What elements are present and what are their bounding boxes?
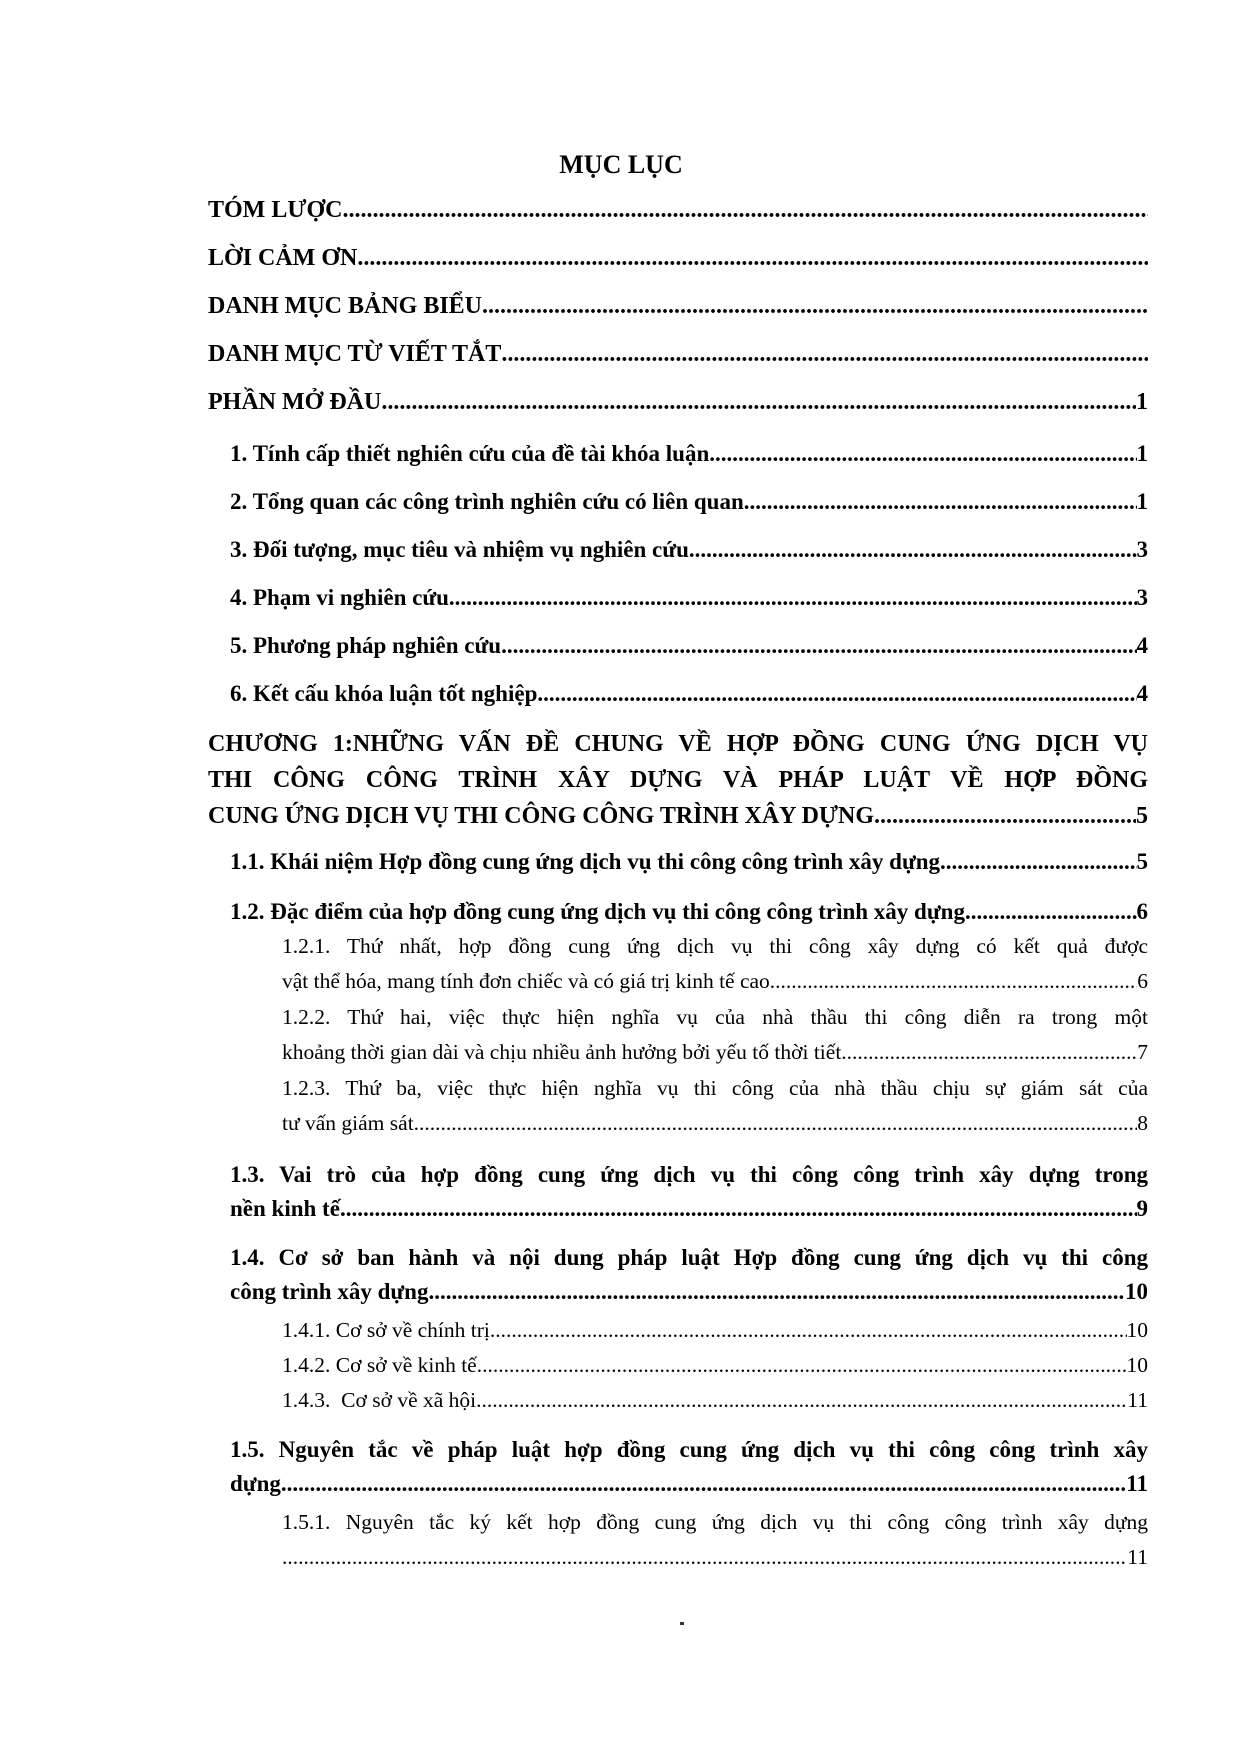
toc-page-number: 10 xyxy=(1126,1353,1148,1377)
toc-entry-1-2-2 xyxy=(282,1000,1148,1070)
dot-leader xyxy=(428,1275,1125,1309)
toc-entry-title-line: 1.4. Cơ sở ban hành và nội dung pháp luật Hợp đồng cung ứng dịch vụ thi công xyxy=(230,1245,1148,1270)
toc-entry-list-of-tables xyxy=(208,288,1148,324)
toc-page-number: 11 xyxy=(1127,1388,1148,1412)
toc-entry-title-line: CUNG ỨNG DỊCH VỤ THI CÔNG CÔNG TRÌNH XÂY DỰNG xyxy=(208,803,875,829)
dot-leader xyxy=(357,240,1148,276)
toc-entry-1-1 xyxy=(230,845,1148,879)
toc-page-number: 10 xyxy=(1125,1279,1148,1304)
toc-entry-abbreviations xyxy=(208,336,1148,372)
toc-entry-intro-5 xyxy=(230,628,1148,664)
dot-leader xyxy=(381,384,1136,420)
toc-entry-intro-3 xyxy=(230,532,1148,568)
toc-entry-title-line: 1.2.2. Thứ hai, việc thực hiện nghĩa vụ của nhà thầu thi công diễn ra trong một xyxy=(282,1005,1148,1029)
dot-leader xyxy=(455,580,1137,616)
toc-entry-intro-2 xyxy=(230,484,1148,520)
page-footer-mark xyxy=(680,1622,684,1625)
toc-entry-title: DANH MỤC TỪ VIẾT TẮT xyxy=(208,341,502,367)
toc-entry-title-line: dựng xyxy=(230,1471,281,1496)
page-title: MỤC LỤC xyxy=(559,150,683,179)
toc-entry-title-line: 1.2.3. Thứ ba, việc thực hiện nghĩa vụ thi công của nhà thầu chịu sự giám sát của xyxy=(282,1076,1148,1100)
toc-entry-1-4-2 xyxy=(282,1348,1148,1383)
toc-entry-title: 1. Tính cấp thiết nghiên cứu của đề tài khóa luận xyxy=(230,441,710,466)
toc-entry-title: 6. Kết cấu khóa luận tốt nghiệp xyxy=(230,681,538,706)
toc-entry-title-line: 1.5.1. Nguyên tắc ký kết hợp đồng cung ứng dịch vụ thi công công trình xây dựng xyxy=(282,1510,1148,1534)
toc-page-number: 1 xyxy=(1136,389,1148,415)
toc-entry-intro-1 xyxy=(230,436,1148,472)
toc-entry-title-line: 1.3. Vai trò của hợp đồng cung ứng dịch vụ thi công công trình xây dựng trong xyxy=(230,1162,1148,1187)
toc-page-number: 6 xyxy=(1136,899,1148,924)
dot-leader xyxy=(537,676,1136,712)
toc-entry-title-line: khoảng thời gian dài và chịu nhiều ảnh hưởng bởi yếu tố thời tiết xyxy=(282,1040,842,1064)
toc-entry-title: DANH MỤC BẢNG BIỂU xyxy=(208,293,483,319)
toc-entry-1-2-3 xyxy=(282,1071,1148,1141)
dot-leader xyxy=(965,895,1137,929)
toc-entry-title-line: tư vấn giám sát xyxy=(282,1111,414,1135)
toc-page-number: 8 xyxy=(1137,1111,1148,1135)
dot-leader xyxy=(709,436,1136,472)
dot-leader xyxy=(841,1035,1137,1070)
toc-entry-1-4-1 xyxy=(282,1313,1148,1348)
dot-leader xyxy=(282,1540,1127,1575)
toc-entry-title: 1.2. Đặc điểm của hợp đồng cung ứng dịch vụ thi công công trình xây dựng xyxy=(230,899,965,924)
dot-leader xyxy=(281,1467,1126,1501)
toc-entry-title-line: vật thể hóa, mang tính đơn chiếc và có giá trị kinh tế cao xyxy=(282,969,770,993)
toc-entry-1-3 xyxy=(230,1158,1148,1226)
dot-leader xyxy=(476,1383,1127,1418)
toc-page-number: 1 xyxy=(1136,441,1148,466)
dot-leader xyxy=(477,1348,1127,1383)
dot-leader xyxy=(770,964,1137,999)
toc-page-number: 5 xyxy=(1136,803,1148,829)
dot-leader xyxy=(744,484,1137,520)
toc-entry-title: 2. Tổng quan các công trình nghiên cứu có liên quan xyxy=(230,489,744,514)
toc-page-number: 6 xyxy=(1137,969,1148,993)
toc-entry-title: 3. Đối tượng, mục tiêu và nhiệm vụ nghiên cứu xyxy=(230,537,689,562)
dot-leader xyxy=(414,1106,1138,1141)
toc-entry-title: 1.4.3. Cơ sở về xã hội xyxy=(282,1388,477,1412)
toc-entry-title: LỜI CẢM ƠN xyxy=(208,245,358,271)
toc-entry-title: 1.4.2. Cơ sở về kinh tế xyxy=(282,1353,477,1377)
toc-entry-title: PHẦN MỞ ĐẦU xyxy=(208,389,382,415)
dot-leader xyxy=(501,628,1136,664)
toc-page-number: 11 xyxy=(1127,1545,1148,1569)
toc-entry-chapter-1 xyxy=(208,726,1148,834)
toc-entry-title-line: 1.5. Nguyên tắc về pháp luật hợp đồng cung ứng dịch vụ thi công công trình xây xyxy=(230,1437,1148,1462)
dot-leader xyxy=(482,288,1148,324)
toc-entry-title-line: nền kinh tế xyxy=(230,1196,340,1221)
toc-entry-intro-4 xyxy=(230,580,1148,616)
toc-page-number: 5 xyxy=(1136,849,1148,874)
toc-page-number: 4 xyxy=(1136,633,1148,658)
toc-page-number: 1 xyxy=(1136,489,1148,514)
toc-page-number: 11 xyxy=(1126,1471,1148,1496)
toc-entry-title: 1.1. Khái niệm Hợp đồng cung ứng dịch vụ thi công công trình xây dựng xyxy=(230,849,941,874)
toc-entry-title: 1.4.1. Cơ sở về chính trị xyxy=(282,1318,490,1342)
toc-entry-1-5 xyxy=(230,1433,1148,1501)
toc-entry-intro-6 xyxy=(230,676,1148,712)
dot-leader xyxy=(342,192,1148,228)
toc-entry-title-line: 1.2.1. Thứ nhất, hợp đồng cung ứng dịch vụ thi công xây dựng có kết quả được xyxy=(282,934,1148,958)
dot-leader xyxy=(490,1313,1127,1348)
toc-page-number: 3 xyxy=(1136,537,1148,562)
toc-entry-1-2-1 xyxy=(282,929,1148,999)
toc-entry-summary xyxy=(208,192,1148,228)
toc-entry-1-4-3 xyxy=(282,1383,1148,1418)
dot-leader xyxy=(874,798,1136,834)
toc-entry-title: 5. Phương pháp nghiên cứu xyxy=(230,633,502,658)
toc-entry-introduction xyxy=(208,384,1148,420)
dot-leader xyxy=(940,845,1136,879)
toc-entry-1-4 xyxy=(230,1241,1148,1309)
toc-page-number: 9 xyxy=(1136,1196,1148,1221)
toc-entry-title-line: CHƯƠNG 1:NHỮNG VẤN ĐỀ CHUNG VỀ HỢP ĐỒNG CUNG ỨNG DỊCH VỤ xyxy=(208,731,1148,757)
toc-entry-title-line: THI CÔNG CÔNG TRÌNH XÂY DỰNG VÀ PHÁP LUẬT VỀ HỢP ĐỒNG xyxy=(208,767,1148,793)
toc-page-number: 7 xyxy=(1137,1040,1148,1064)
toc-entry-acknowledgements xyxy=(208,240,1148,276)
dot-leader xyxy=(689,532,1137,568)
toc-entry-1-5-1 xyxy=(282,1505,1148,1575)
toc-entry-title: 4. Phạm vi nghiên cứu. xyxy=(230,585,455,610)
dot-leader xyxy=(340,1192,1137,1226)
toc-entry-title-line: công trình xây dựng xyxy=(230,1279,429,1304)
toc-page-number: 10 xyxy=(1126,1318,1148,1342)
toc-entry-title: TÓM LƯỢC xyxy=(208,197,343,223)
toc-page-number: 4 xyxy=(1136,681,1148,706)
toc-page-number: 3 xyxy=(1136,585,1148,610)
toc-entry-1-2 xyxy=(230,895,1148,929)
dot-leader xyxy=(501,336,1148,372)
